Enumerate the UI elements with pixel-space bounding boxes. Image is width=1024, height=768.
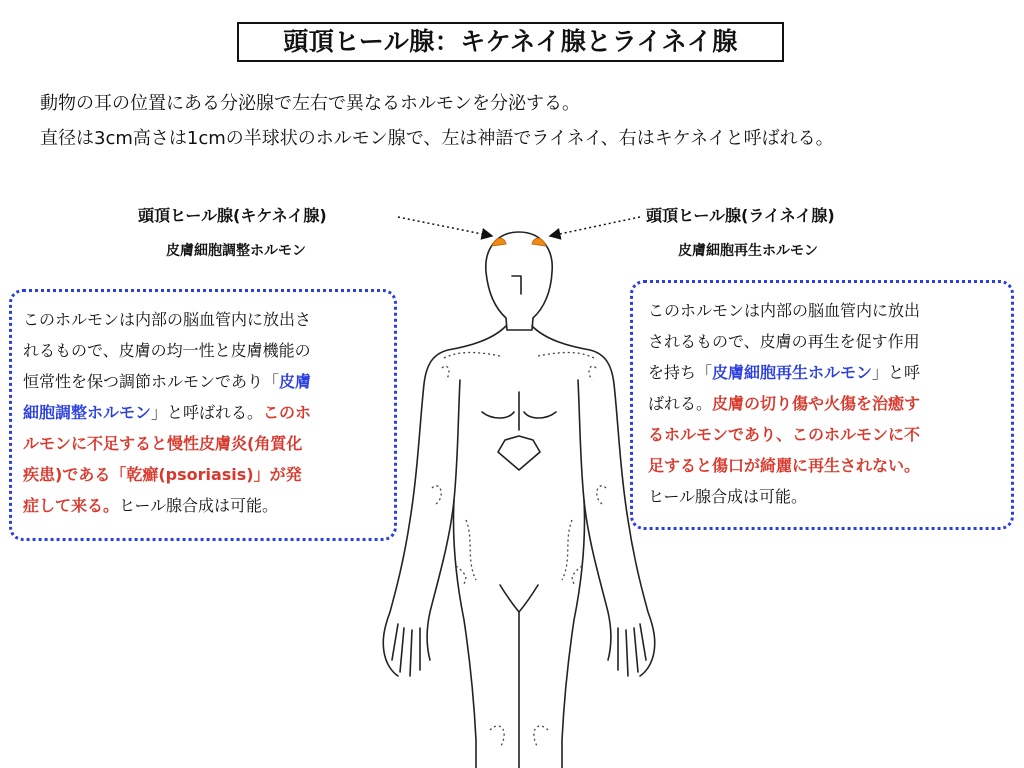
text-run: を持ち「	[648, 363, 713, 382]
description-line	[23, 490, 384, 521]
intro-line-1: 動物の耳の位置にある分泌腺で左右で異なるホルモンを分泌する。	[40, 93, 580, 114]
gland-marker-left-icon	[492, 238, 506, 246]
description-line	[23, 335, 384, 366]
emphasis-red: 症して来る。	[23, 496, 120, 515]
right-description-box	[630, 280, 1014, 530]
arrow-dotted-right-icon	[550, 217, 640, 236]
label-left-gland: 頭頂ヒール腺(キケネイ腺)	[138, 206, 327, 225]
emphasis-blue: 皮膚細胞再生ホルモン	[712, 363, 873, 382]
text-run: 恒常性を保つ調節ホルモンであり「	[23, 372, 280, 391]
emphasis-red: このホ	[263, 403, 312, 422]
text-run: このホルモンは内部の脳血管内に放出	[648, 301, 921, 320]
description-line	[648, 419, 1001, 450]
description-line	[648, 295, 1001, 326]
text-run: ヒール腺合成は可能。	[119, 496, 279, 515]
description-line	[648, 388, 1001, 419]
description-line	[23, 304, 384, 335]
description-line	[648, 357, 1001, 388]
page-title: 頭頂ヒール腺：キケネイ腺とライネイ腺	[237, 22, 784, 62]
emphasis-red: 疾患)である「乾癬(psoriasis)」が発	[23, 465, 302, 484]
description-line	[23, 428, 384, 459]
text-run: ばれる。	[648, 394, 713, 413]
arrow-dotted-left-icon	[398, 217, 492, 236]
left-description-box	[9, 289, 397, 541]
description-line	[648, 450, 1001, 481]
emphasis-blue: 細胞調整ホルモン	[23, 403, 152, 422]
label-right-gland: 頭頂ヒール腺(ライネイ腺)	[646, 206, 835, 225]
description-line	[23, 459, 384, 490]
description-line	[648, 481, 1001, 512]
description-line	[23, 366, 384, 397]
text-run: 」と呼	[872, 363, 921, 382]
description-line	[648, 326, 1001, 357]
text-run: されるもので、皮膚の再生を促す作用	[648, 332, 920, 351]
emphasis-blue: 皮膚	[279, 372, 312, 391]
text-run: れるもので、皮膚の均一性と皮膚機能の	[23, 341, 311, 360]
description-line	[23, 397, 384, 428]
gland-marker-right-icon	[532, 238, 546, 246]
emphasis-red: るホルモンであり、このホルモンに不	[648, 425, 921, 444]
intro-line-2: 直径は3cm高さは1cmの半球状のホルモン腺で、左は神語でライネイ、右はキケネイと呼ばれる。	[40, 128, 834, 149]
text-run: このホルモンは内部の脳血管内に放出さ	[23, 310, 312, 329]
label-right-hormone: 皮膚細胞再生ホルモン	[678, 243, 818, 259]
emphasis-red: ルモンに不足すると慢性皮膚炎(角質化	[23, 434, 303, 453]
text-run: 」と呼ばれる。	[151, 403, 264, 422]
label-left-hormone: 皮膚細胞調整ホルモン	[166, 243, 306, 259]
text-run: ヒール腺合成は可能。	[648, 487, 808, 506]
emphasis-red: 皮膚の切り傷や火傷を治癒す	[712, 394, 921, 413]
emphasis-red: 足すると傷口が綺麗に再生されない。	[648, 456, 921, 475]
